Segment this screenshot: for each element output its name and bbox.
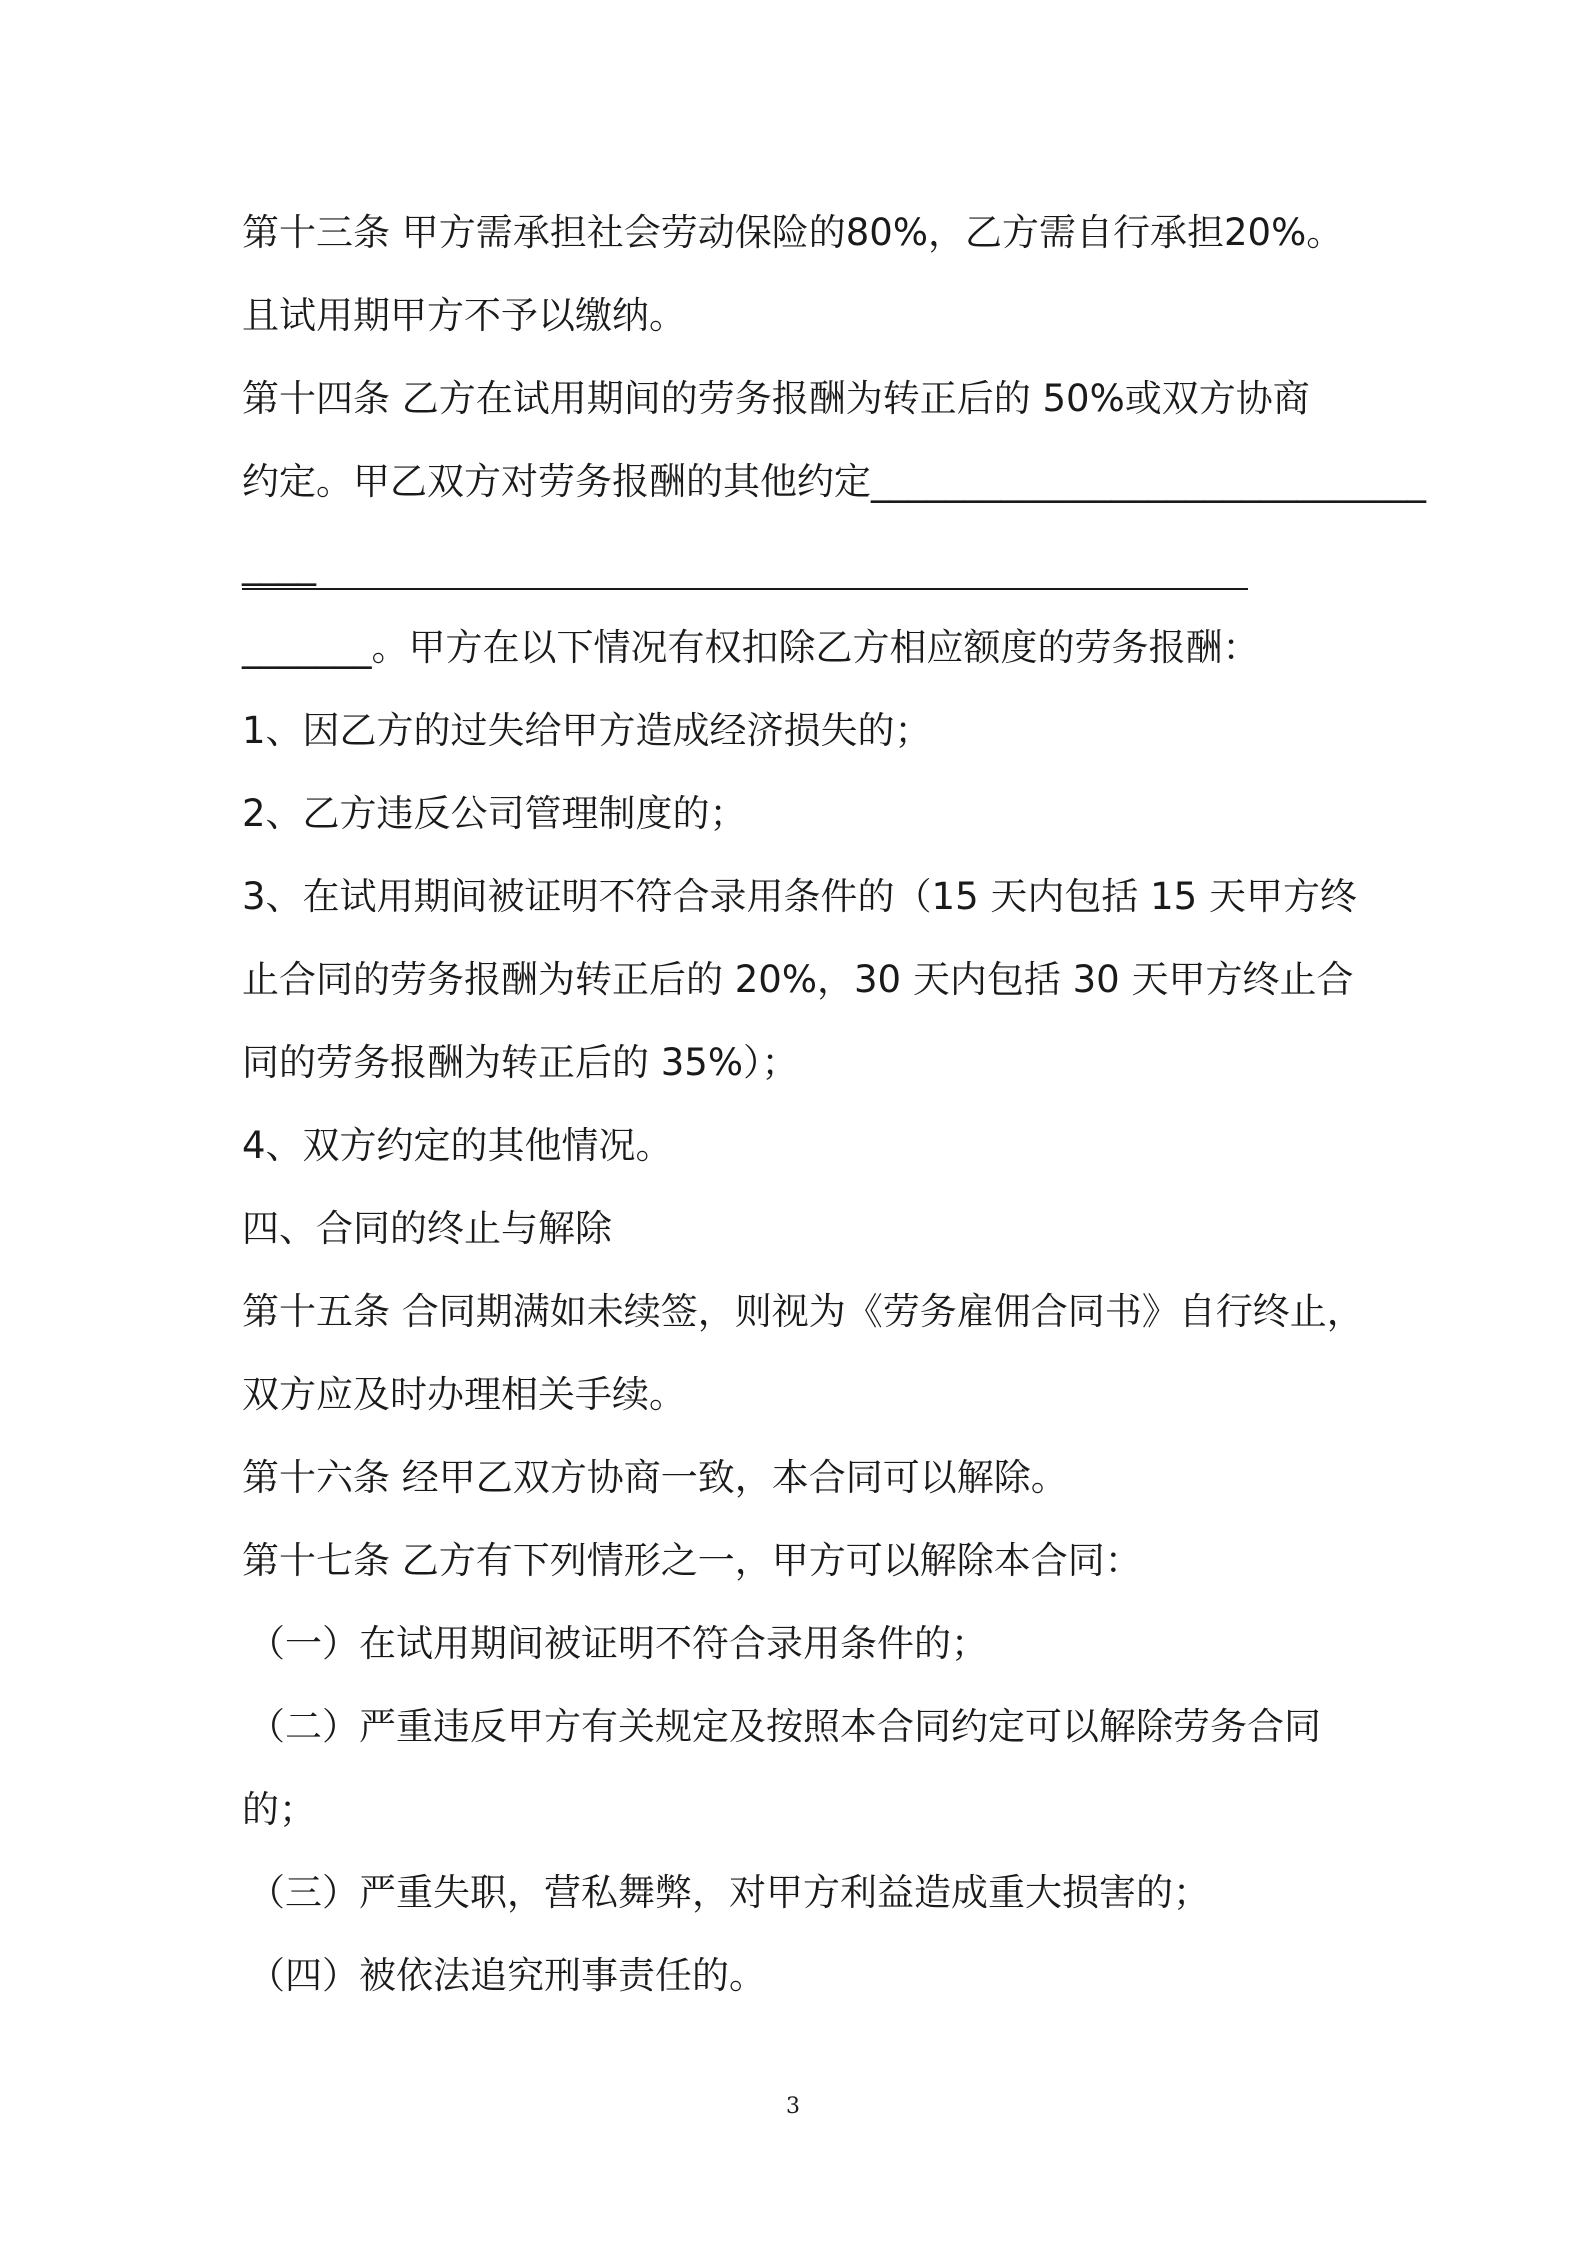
deduction-item-3-line-1: 3、在试用期间被证明不符合录用条件的（15 天内包括 15 天甲方终 (242, 875, 1357, 918)
deduction-item-3-line-2: 止合同的劳务报酬为转正后的 20%，30 天内包括 30 天甲方终止合 (242, 958, 1354, 1001)
article-17-item-4: （四）被依法追究刑事责任的。 (248, 1954, 766, 1997)
article-14-blank-line: ____ (242, 543, 316, 586)
article-14-line-2: 约定。甲乙双方对劳务报酬的其他约定______________________________ (242, 460, 1426, 503)
article-16: 第十六条 经甲乙双方协商一致，本合同可以解除。 (242, 1456, 1068, 1499)
article-17: 第十七条 乙方有下列情形之一，甲方可以解除本合同： (242, 1539, 1142, 1582)
article-15-line-2: 双方应及时办理相关手续。 (242, 1373, 686, 1416)
article-17-item-2-line-1: （二）严重违反甲方有关规定及按照本合同约定可以解除劳务合同 (248, 1705, 1321, 1748)
page-number: 3 (786, 2094, 800, 2119)
article-14-line-3: _______。甲方在以下情况有权扣除乙方相应额度的劳务报酬： (242, 626, 1260, 669)
article-13-line-2: 且试用期甲方不予以缴纳。 (242, 294, 686, 337)
blank-fill-rule (242, 588, 1248, 590)
section-4-heading: 四、合同的终止与解除 (242, 1207, 612, 1250)
article-15-line-1: 第十五条 合同期满如未续签，则视为《劳务雇佣合同书》自行终止， (242, 1290, 1364, 1333)
deduction-item-4: 4、双方约定的其他情况。 (242, 1124, 673, 1167)
article-14-line-1: 第十四条 乙方在试用期间的劳务报酬为转正后的 50%或双方协商 (242, 377, 1310, 420)
article-17-item-2-line-2: 的； (242, 1788, 316, 1831)
article-13-line-1: 第十三条 甲方需承担社会劳动保险的80%，乙方需自行承担20%。 (242, 211, 1344, 254)
deduction-item-3-line-3: 同的劳务报酬为转正后的 35%）； (242, 1041, 799, 1084)
article-17-item-1: （一）在试用期间被证明不符合录用条件的； (248, 1622, 988, 1665)
deduction-item-1: 1、因乙方的过失给甲方造成经济损失的； (242, 709, 932, 752)
deduction-item-2: 2、乙方违反公司管理制度的； (242, 792, 747, 835)
article-17-item-3: （三）严重失职，营私舞弊，对甲方利益造成重大损害的； (248, 1871, 1210, 1914)
